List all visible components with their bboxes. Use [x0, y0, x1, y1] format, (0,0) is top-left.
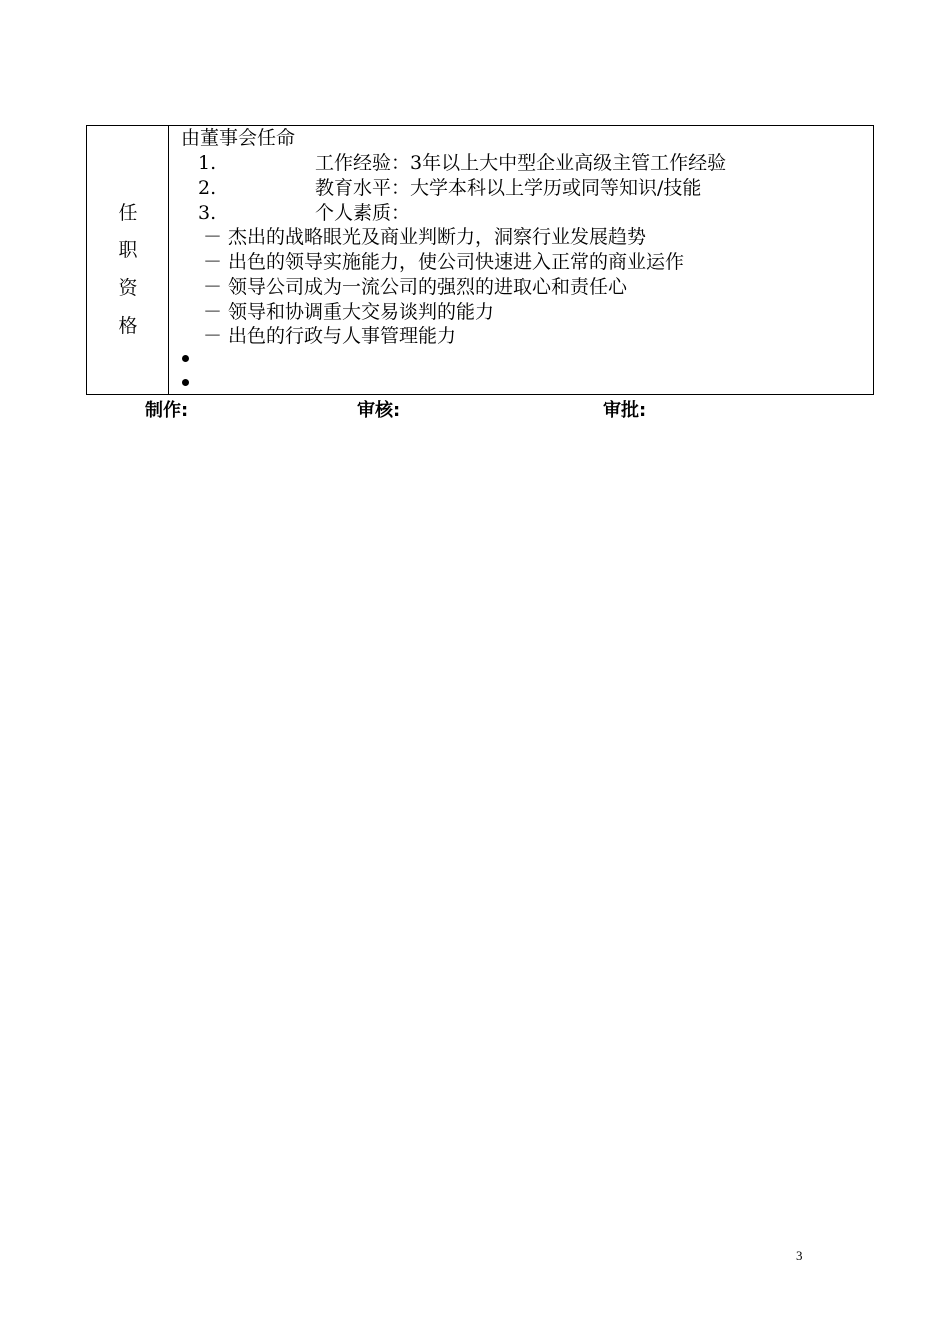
- bullet-icon: [182, 379, 189, 386]
- page-number: 3: [796, 1248, 803, 1263]
- numbered-index: 2.: [198, 177, 217, 199]
- numbered-item-text: 教育水平：大学本科以上学历或同等知识/技能: [315, 177, 702, 199]
- numbered-index: 1.: [198, 152, 217, 174]
- dash-item: － 领导公司成为一流公司的强烈的进取心和责任心: [203, 276, 628, 298]
- reviewed-by-label: 审核:: [357, 400, 401, 421]
- appointment-line: 由董事会任命: [181, 127, 296, 149]
- dash-item: － 杰出的战略眼光及商业判断力，洞察行业发展趋势: [203, 226, 647, 248]
- dash-item: － 领导和协调重大交易谈判的能力: [203, 301, 495, 323]
- qualification-label-cell: [87, 126, 169, 394]
- label-char: 资: [118, 277, 138, 299]
- numbered-item-text: 工作经验：3年以上大中型企业高级主管工作经验: [315, 152, 727, 174]
- bullet-icon: [182, 355, 189, 362]
- qualification-table: [86, 125, 874, 395]
- made-by-label: 制作:: [145, 400, 189, 421]
- dash-item: － 出色的领导实施能力，使公司快速进入正常的商业运作: [203, 251, 685, 273]
- label-char: 职: [118, 239, 138, 261]
- qualification-content-cell: [171, 126, 873, 394]
- label-char: 任: [118, 202, 138, 224]
- dash-item: － 出色的行政与人事管理能力: [203, 325, 457, 347]
- approved-by-label: 审批:: [603, 400, 647, 421]
- label-char: 格: [118, 315, 138, 337]
- numbered-index: 3.: [198, 202, 217, 224]
- numbered-item-text: 个人素质：: [315, 202, 411, 224]
